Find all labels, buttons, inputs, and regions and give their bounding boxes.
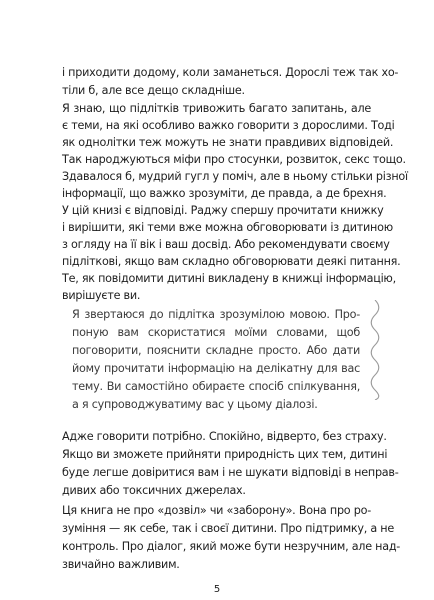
text-line: Так народжуються міфи про стосунки, розвиток, секс тощо. — [62, 153, 406, 166]
text-line: Здавалося б, мудрий гугл у поміч, але в ньому стільки різної — [62, 170, 408, 183]
quote-line: а я супроводжуватиму вас у цьому діалозі. — [72, 398, 318, 411]
text-line: Ця книга не про «дозвіл» чи «заборону». Вона про ро- — [62, 504, 371, 517]
quote-line: Я звертаюся до підлітка зрозумілою мовою. Про- — [72, 308, 360, 321]
text-line: і приходити додому, коли заманеться. Дорослі теж так хо- — [62, 66, 399, 79]
text-line: буде легше довіритися вам і не шукати відповіді в неправ- — [62, 466, 399, 479]
quote-line: йому прочитати інформацію на делікатну для вас — [72, 362, 360, 375]
text-line: з огляду на її вік і ваш досвід. Або рекомендувати своєму — [62, 238, 390, 251]
quote-line: поговорити, пояснити складне просто. Або дати — [72, 344, 360, 357]
page-number: 5 — [213, 584, 221, 595]
text-line: Те, як повідомити дитині викладену в книжці інформацію, — [62, 272, 396, 285]
text-line: зуміння — як себе, так і своєї дитини. Про підтримку, а не — [62, 522, 394, 535]
text-line: і вирішити, які теми вже можна обговорювати із дитиною — [62, 221, 393, 234]
text-line: Адже говорити потрібно. Спокійно, відверто, без страху. — [62, 430, 387, 443]
quote-line: поную вам скористатися моїми словами, щоб — [72, 326, 360, 339]
text-line: є теми, на які особливо важко говорити з дорослими. Тоді — [62, 119, 395, 132]
text-line: як однолітки теж можуть не знати правдивих відповідей. — [62, 136, 394, 149]
quote-line: тему. Ви самостійно обираєте спосіб спілкування, — [72, 380, 360, 393]
text-line: інформації, що важко зрозуміти, де правда, а де брехня. — [62, 187, 387, 200]
text-line: контроль. Про діалог, який може бути незручним, але над- — [62, 540, 401, 553]
text-line: Я знаю, що підлітків тривожить багато запитань, але — [62, 102, 371, 115]
text-line: тіли б, але все дещо складніше. — [62, 84, 245, 97]
text-line: звичайно важливим. — [62, 558, 180, 571]
text-line: У цій книзі є відповіді. Раджу спершу прочитати книжку — [62, 204, 384, 217]
text-line: вирішуєте ви. — [62, 289, 141, 302]
text-line: підліткові, якщо вам складно обговорювати деякі питання. — [62, 255, 401, 268]
wavy-line-decoration — [368, 300, 382, 400]
text-line: дивих або токсичних джерелах. — [62, 484, 246, 497]
text-line: Якщо ви зможете прийняти природність цих тем, дитині — [62, 448, 388, 461]
